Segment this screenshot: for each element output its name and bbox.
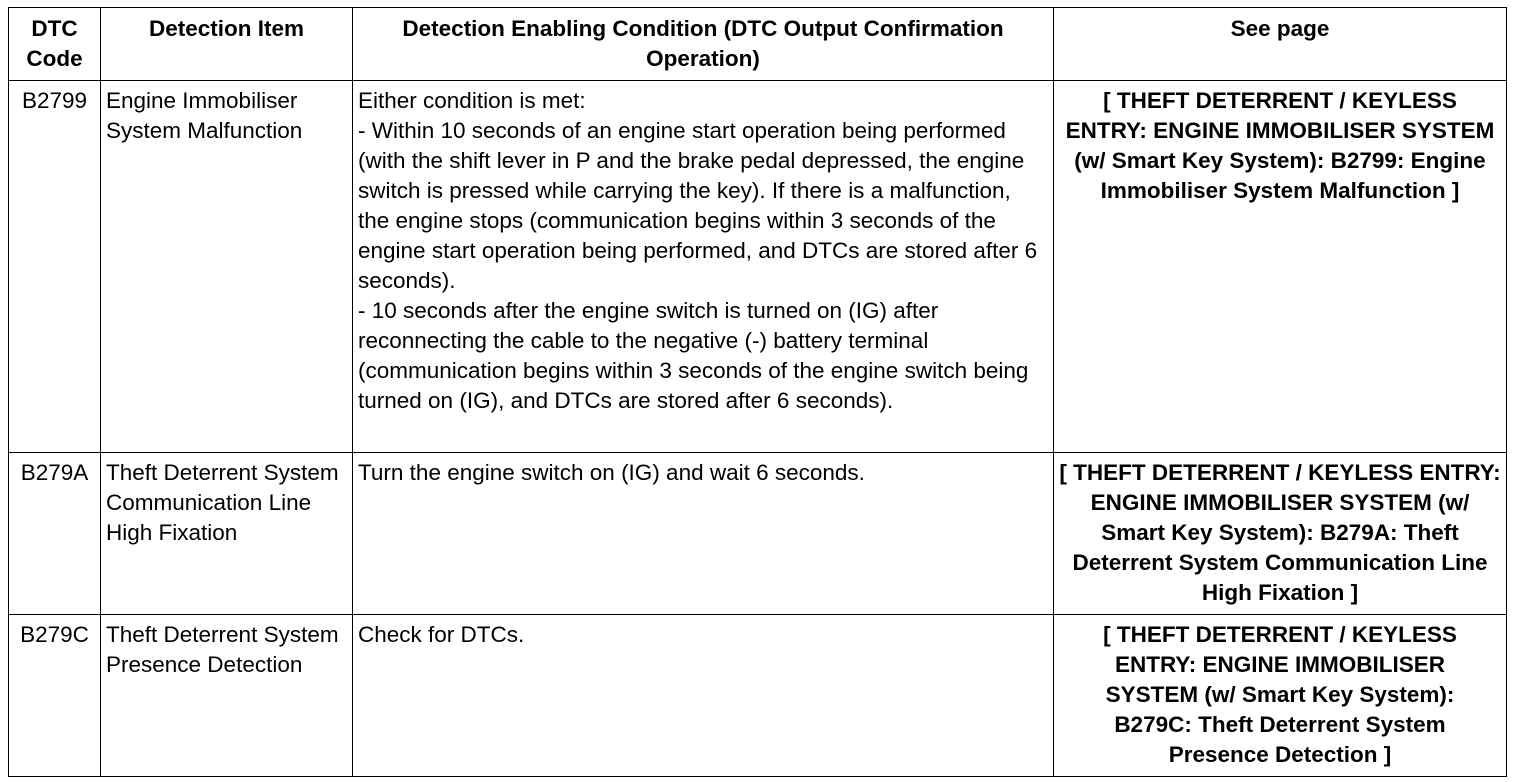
see-page-link[interactable]: [ THEFT DETERRENT / KEYLESS ENTRY: ENGINE IMMOBILISER SYSTEM (w/ Smart Key System): B279C: Theft Deterrent System Presence Detection ] bbox=[1054, 615, 1507, 777]
table-row bbox=[9, 453, 1507, 615]
dtc-table bbox=[8, 7, 1507, 777]
condition-line: Check for DTCs. bbox=[358, 622, 525, 647]
document-page bbox=[8, 7, 1507, 777]
detection-item-cell: Theft Deterrent System Presence Detection bbox=[101, 615, 353, 777]
table-row bbox=[9, 615, 1507, 777]
condition-line: Either condition is met: bbox=[358, 88, 586, 113]
dtc-code-cell: B2799 bbox=[9, 81, 101, 453]
header-see-page: See page bbox=[1054, 8, 1507, 81]
detection-item-cell: Theft Deterrent System Communication Line High Fixation bbox=[101, 453, 353, 615]
condition-line: - 10 seconds after the engine switch is turned on (IG) after reconnecting the cable to the negative (-) battery terminal (communication begins within 3 seconds of the engine switch being turned on (IG), and DTCs are stored after 6 seconds). bbox=[358, 298, 1029, 413]
detection-condition-cell bbox=[353, 453, 1054, 615]
detection-condition-cell bbox=[353, 615, 1054, 777]
header-detection-condition: Detection Enabling Condition (DTC Output Confirmation Operation) bbox=[353, 8, 1054, 81]
see-page-link[interactable]: [ THEFT DETERRENT / KEYLESS ENTRY: ENGINE IMMOBILISER SYSTEM (w/ Smart Key System): B279A: Theft Deterrent System Communication Line High Fixation ] bbox=[1054, 453, 1507, 615]
condition-line: - Within 10 seconds of an engine start operation being performed (with the shift lever in P and the brake pedal depressed, the engine switch is pressed while carrying the key). If there is a malfunction, the engine stops (communication begins within 3 seconds of the engine start operation being performed, and DTCs are stored after 6 seconds). bbox=[358, 118, 1038, 293]
dtc-code-cell: B279C bbox=[9, 615, 101, 777]
header-detection-item: Detection Item bbox=[101, 8, 353, 81]
detection-item-cell: Engine Immobiliser System Malfunction bbox=[101, 81, 353, 453]
condition-line: Turn the engine switch on (IG) and wait 6 seconds. bbox=[358, 460, 865, 485]
detection-condition-cell bbox=[353, 81, 1054, 453]
table-row bbox=[9, 81, 1507, 453]
table-header-row bbox=[9, 8, 1507, 81]
see-page-link[interactable]: [ THEFT DETERRENT / KEYLESS ENTRY: ENGINE IMMOBILISER SYSTEM (w/ Smart Key System): B2799: Engine Immobiliser System Malfunction ] bbox=[1054, 81, 1507, 453]
dtc-code-cell: B279A bbox=[9, 453, 101, 615]
header-dtc-code: DTC Code bbox=[9, 8, 101, 81]
